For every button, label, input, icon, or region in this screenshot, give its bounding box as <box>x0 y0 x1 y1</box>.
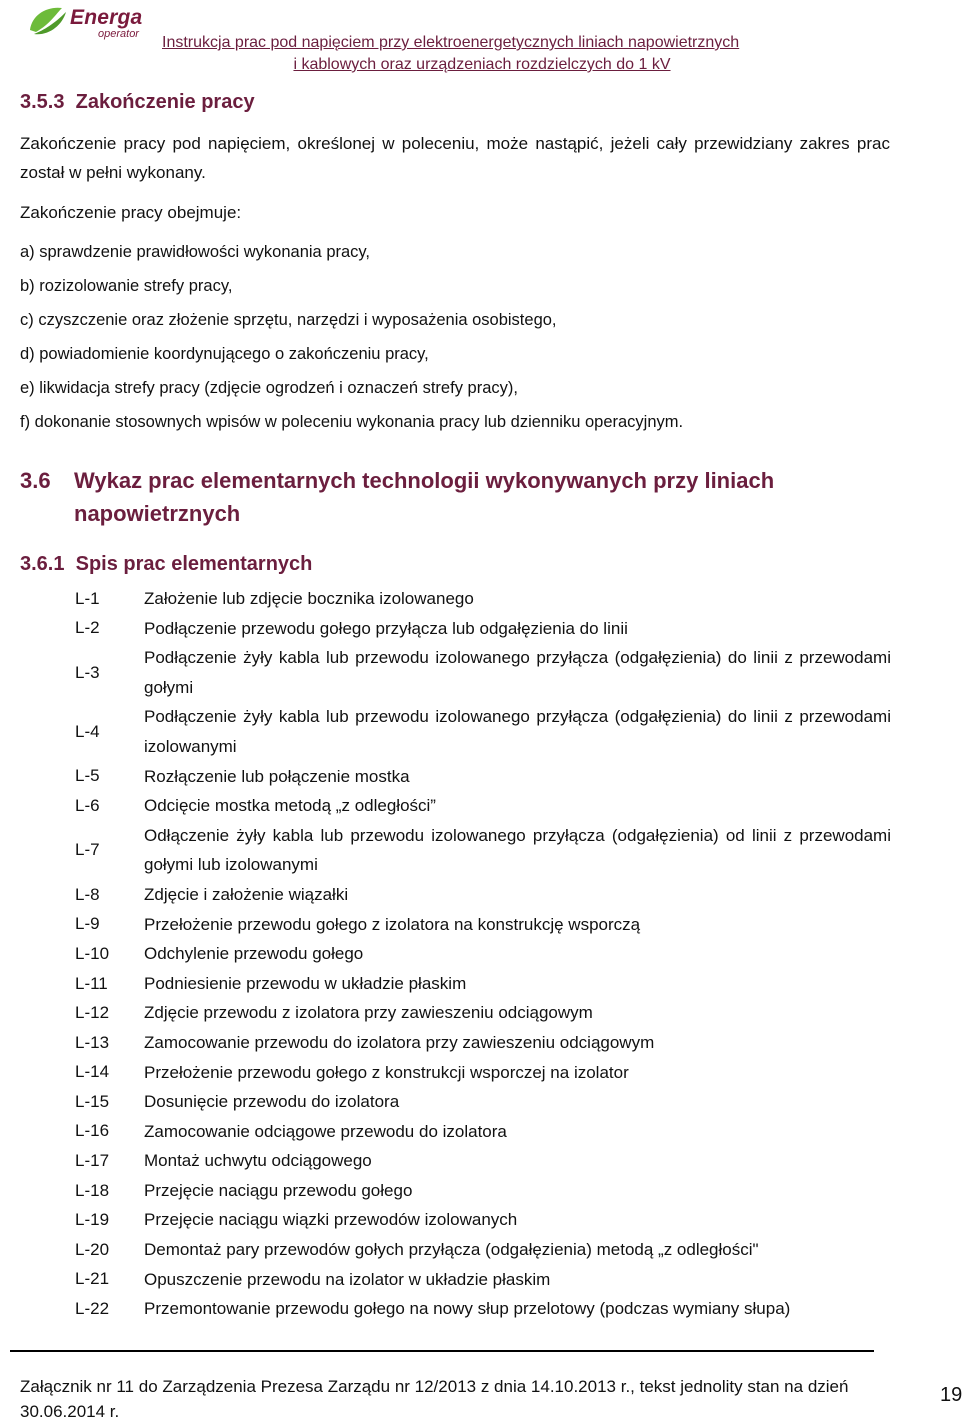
work-code: L-14 <box>75 1062 110 1082</box>
work-description: Opuszczenie przewodu na izolator w układzie płaskim <box>144 1269 551 1289</box>
list-item: e) likwidacja strefy pracy (zdjęcie ogrodzeń i oznaczeń strefy pracy), <box>20 379 518 397</box>
work-code: L-15 <box>75 1091 110 1111</box>
table-row <box>75 1117 891 1147</box>
list-item: c) czyszczenie oraz złożenie sprzętu, narzędzi i wyposażenia osobistego, <box>20 311 557 329</box>
work-code: L-6 <box>75 795 100 815</box>
work-description: Zamocowanie odciągowe przewodu do izolatora <box>144 1121 507 1141</box>
table-row <box>75 1087 891 1117</box>
work-code: L-5 <box>75 766 100 786</box>
table-row <box>75 791 891 821</box>
section-heading-3-6 <box>20 464 880 530</box>
energa-logo <box>26 4 166 40</box>
table-row <box>75 702 891 761</box>
work-description: Demontaż pary przewodów gołych przyłącza (odgałęzienia) metodą „z odległości" <box>144 1240 759 1260</box>
list-item: b) rozizolowanie strefy pracy, <box>20 277 233 295</box>
work-description: Założenie lub zdjęcie bocznika izolowanego <box>144 589 474 608</box>
page-number: 19 <box>940 1384 962 1406</box>
work-code: L-7 <box>75 840 100 860</box>
list-item: a) sprawdzenie prawidłowości wykonania pracy, <box>20 243 371 261</box>
table-row <box>75 880 891 910</box>
completion-includes-paragraph: Zakończenie pracy obejmuje: <box>20 203 242 222</box>
logo-name: Energa <box>70 6 143 29</box>
work-code: L-4 <box>75 721 100 741</box>
document-footer <box>20 1374 890 1424</box>
work-description: Przełożenie przewodu gołego z konstrukcji wsporczej na izolator <box>144 1062 629 1082</box>
work-description: Podniesienie przewodu w układzie płaskim <box>144 973 467 993</box>
work-description: Podłączenie żyły kabla lub przewodu izolowanego przyłącza (odgałęzienia) do linii z przewodami gołymi <box>144 648 891 697</box>
document-header <box>162 32 802 76</box>
section-title: Spis prac elementarnych <box>75 553 313 575</box>
work-description: Przejęcie naciągu przewodu gołego <box>144 1180 413 1200</box>
table-row <box>75 1146 891 1176</box>
work-code: L-20 <box>75 1239 110 1259</box>
work-code: L-10 <box>75 943 110 963</box>
work-code: L-16 <box>75 1121 110 1141</box>
table-row <box>75 584 891 614</box>
table-row <box>75 1028 891 1058</box>
section-number: 3.6.1 <box>20 553 65 575</box>
energa-leaf-icon <box>26 4 70 40</box>
work-description: Podłączenie żyły kabla lub przewodu izolowanego przyłącza (odgałęzienia) do linii z przewodami izolowanymi <box>144 707 891 756</box>
section-heading-3-6-1 <box>20 553 312 576</box>
list-item: d) powiadomienie koordynującego o zakończeniu pracy, <box>20 345 429 363</box>
table-row <box>75 614 891 644</box>
table-row <box>75 1294 891 1324</box>
table-row <box>75 1265 891 1295</box>
work-code: L-18 <box>75 1180 110 1200</box>
work-code: L-1 <box>75 588 100 608</box>
work-description: Zdjęcie i założenie wiązałki <box>144 884 349 904</box>
table-row <box>75 1176 891 1206</box>
header-title-line1: Instrukcja prac pod napięciem przy elektroenergetycznych liniach napowietrznych <box>162 34 740 51</box>
section-title: Wykaz prac elementarnych technologii wykonywanych przy liniach napowietrznych <box>74 468 775 526</box>
work-code: L-9 <box>75 914 100 934</box>
work-code: L-21 <box>75 1269 110 1289</box>
completion-steps-list <box>20 235 900 439</box>
table-row <box>75 939 891 969</box>
completion-paragraph: Zakończenie pracy pod napięciem, określonej w poleceniu, może nastąpić, jeżeli cały przewidziany zakres prac został w pełni wykonany. <box>20 134 890 182</box>
section-title: Zakończenie pracy <box>75 91 255 113</box>
section-number: 3.6 <box>20 468 51 493</box>
elementary-works-table <box>75 584 891 1324</box>
table-row <box>75 1058 891 1088</box>
work-description: Przejęcie naciągu wiązki przewodów izolowanych <box>144 1210 518 1230</box>
work-description: Podłączenie przewodu gołego przyłącza lub odgałęzienia do linii <box>144 618 628 638</box>
section-heading-3-5-3 <box>20 91 255 114</box>
work-description: Przełożenie przewodu gołego z izolatora na konstrukcję wsporczą <box>144 914 641 934</box>
work-code: L-8 <box>75 884 100 904</box>
work-code: L-2 <box>75 618 100 638</box>
table-row <box>75 910 891 940</box>
table-row <box>75 969 891 999</box>
table-row <box>75 643 891 702</box>
header-title-line2: i kablowych oraz urządzeniach rozdzielczych do 1 kV <box>293 56 671 73</box>
work-description: Odchylenie przewodu gołego <box>144 944 364 964</box>
work-description: Montaż uchwytu odciągowego <box>144 1151 372 1171</box>
section-number: 3.5.3 <box>20 91 65 113</box>
work-code: L-3 <box>75 662 100 682</box>
work-code: L-11 <box>75 973 108 993</box>
work-description: Odcięcie mostka metodą „z odległości” <box>144 796 436 816</box>
table-row <box>75 1235 891 1265</box>
work-description: Zdjęcie przewodu z izolatora przy zawieszeniu odciągowym <box>144 1003 593 1023</box>
work-code: L-12 <box>75 1003 110 1023</box>
table-row <box>75 762 891 792</box>
work-code: L-13 <box>75 1032 110 1052</box>
work-code: L-19 <box>75 1210 110 1230</box>
table-row <box>75 1205 891 1235</box>
logo-subtitle: operator <box>98 28 139 40</box>
table-row <box>75 821 891 880</box>
footer-text-line2: 30.06.2014 r. <box>20 1402 120 1421</box>
footer-text-line1: Załącznik nr 11 do Zarządzenia Prezesa Zarządu nr 12/2013 z dnia 14.10.2013 r., tekst jednolity stan na dzień <box>20 1377 849 1396</box>
work-description: Dosunięcie przewodu do izolatora <box>144 1092 400 1112</box>
list-item: f) dokonanie stosownych wpisów w poleceniu wykonania pracy lub dzienniku operacyjnym. <box>20 413 684 431</box>
work-description: Przemontowanie przewodu gołego na nowy słup przelotowy (podczas wymiany słupa) <box>144 1299 791 1319</box>
work-code: L-22 <box>75 1299 110 1319</box>
work-description: Rozłączenie lub połączenie mostka <box>144 766 410 786</box>
footer-divider <box>10 1350 874 1352</box>
table-row <box>75 998 891 1028</box>
work-description: Zamocowanie przewodu do izolatora przy zawieszeniu odciągowym <box>144 1032 655 1052</box>
work-description: Odłączenie żyły kabla lub przewodu izolowanego przyłącza (odgałęzienia) od linii z przewodami gołymi lub izolowanymi <box>144 825 891 875</box>
work-code: L-17 <box>75 1151 110 1171</box>
